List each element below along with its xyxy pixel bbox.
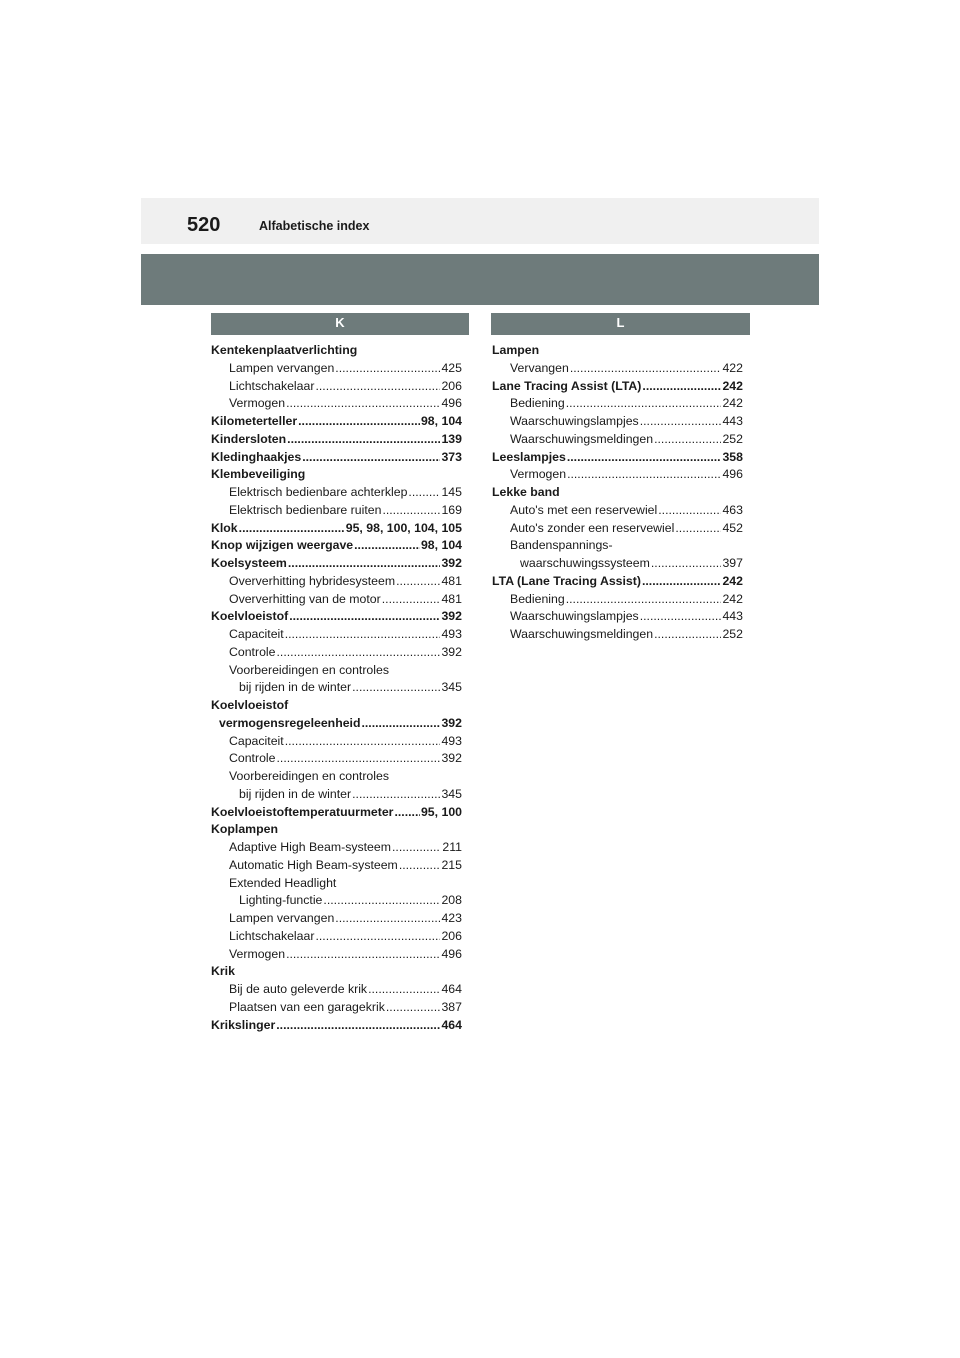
- dot-leader: [276, 750, 440, 768]
- dot-leader: [315, 378, 440, 396]
- index-entry: [211, 857, 462, 875]
- index-term: bij rijden in de winter: [239, 680, 352, 695]
- page-reference[interactable]: 242: [722, 573, 743, 588]
- dot-leader: [289, 608, 440, 626]
- dot-leader: [394, 804, 420, 822]
- index-entry: [211, 342, 462, 360]
- index-entry: [492, 591, 743, 609]
- index-term: Kilometerteller: [211, 414, 298, 428]
- page-reference[interactable]: 481: [441, 573, 462, 588]
- page-reference[interactable]: 139: [441, 431, 462, 446]
- index-entry: [492, 342, 743, 360]
- index-entry: [492, 520, 743, 538]
- page-reference[interactable]: 452: [722, 520, 743, 535]
- page-reference[interactable]: 392: [441, 751, 462, 766]
- index-entry: [211, 431, 462, 449]
- index-term: Lampen: [492, 343, 540, 357]
- index-term: Controle: [229, 644, 276, 659]
- index-term: Klembeveiliging: [211, 467, 306, 482]
- index-entry: [211, 413, 462, 431]
- page-reference[interactable]: 242: [722, 396, 743, 411]
- index-term: Voorbereidingen en controles: [229, 769, 389, 783]
- index-entry: [211, 928, 462, 946]
- dot-leader: [640, 608, 722, 626]
- index-term: waarschuwingssysteem: [520, 556, 650, 570]
- dot-leader: [566, 395, 722, 413]
- dot-leader: [302, 449, 440, 467]
- index-term: Leeslampjes: [492, 449, 566, 464]
- index-entry: [211, 360, 462, 378]
- page-reference[interactable]: 493: [441, 627, 462, 641]
- index-entry: [492, 431, 743, 449]
- index-term: Extended Headlight: [229, 875, 337, 890]
- page-reference[interactable]: 496: [722, 467, 743, 482]
- page-reference[interactable]: 464: [441, 1017, 462, 1032]
- page-reference[interactable]: 443: [722, 414, 743, 428]
- dot-leader: [399, 857, 441, 875]
- index-entry: [211, 520, 462, 538]
- index-term: Oververhitting hybridesysteem: [229, 573, 396, 588]
- index-entry: [211, 875, 462, 893]
- page-reference[interactable]: 423: [441, 911, 462, 925]
- index-term: Knop wijzigen weergave: [211, 538, 354, 553]
- page-reference[interactable]: 208: [441, 893, 462, 908]
- page-reference[interactable]: 95, 98, 100, 104, 105: [345, 520, 462, 535]
- dot-leader: [396, 573, 440, 591]
- page-reference[interactable]: 206: [441, 928, 462, 943]
- dot-leader: [335, 910, 440, 928]
- dot-leader: [654, 431, 721, 449]
- index-term: Adaptive High Beam-systeem: [229, 840, 391, 854]
- index-entry: [492, 608, 743, 626]
- page-reference[interactable]: 425: [441, 360, 462, 375]
- dot-leader: [361, 715, 440, 733]
- index-term: Capaciteit: [229, 627, 284, 641]
- index-term: Automatic High Beam-systeem: [229, 857, 398, 872]
- page-reference[interactable]: 242: [722, 378, 743, 393]
- page-reference[interactable]: 496: [441, 946, 462, 961]
- index-entry: [211, 608, 462, 626]
- dot-leader: [354, 537, 420, 555]
- dot-leader: [276, 644, 440, 662]
- index-entry: [211, 715, 462, 733]
- index-entry: [211, 1017, 462, 1035]
- dot-leader: [642, 573, 722, 591]
- section-banner: [141, 254, 819, 305]
- index-term: Auto's met een reservewiel: [510, 502, 658, 517]
- page-reference[interactable]: 392: [441, 644, 462, 659]
- index-entry: [492, 360, 743, 378]
- index-entry: [211, 679, 462, 697]
- index-entry: [492, 573, 743, 591]
- index-entry: [211, 786, 462, 804]
- index-term: Lichtschakelaar: [229, 928, 315, 943]
- dot-leader: [285, 733, 441, 751]
- index-term: Controle: [229, 751, 276, 766]
- index-entry: [211, 733, 462, 751]
- page-reference[interactable]: 397: [722, 556, 743, 570]
- index-entry: [492, 484, 743, 502]
- index-term: Koelsysteem: [211, 556, 287, 570]
- page-reference[interactable]: 392: [441, 609, 462, 624]
- page-reference[interactable]: 481: [441, 591, 462, 606]
- page-reference[interactable]: 215: [441, 857, 462, 872]
- index-entry: [211, 910, 462, 928]
- index-term: Vermogen: [510, 467, 567, 482]
- dot-leader: [642, 378, 721, 396]
- index-term: Klok: [211, 520, 238, 535]
- index-entry: [211, 537, 462, 555]
- index-term: bij rijden in de winter: [239, 786, 352, 801]
- page-reference[interactable]: 345: [441, 680, 462, 695]
- dot-leader: [315, 928, 440, 946]
- index-term: Koelvloeistof: [211, 609, 289, 624]
- index-entry: [211, 946, 462, 964]
- dot-leader: [566, 591, 722, 609]
- letter-header-k: K: [211, 313, 469, 335]
- index-column-k: [211, 342, 462, 1034]
- index-term: Kledinghaakjes: [211, 449, 302, 464]
- index-entry: [492, 449, 743, 467]
- index-term: Auto's zonder een reservewiel: [510, 520, 675, 535]
- dot-leader: [288, 555, 441, 573]
- index-term: LTA (Lane Tracing Assist): [492, 573, 641, 588]
- index-entry: [211, 466, 462, 484]
- dot-leader: [352, 679, 440, 697]
- index-term: Bediening: [510, 396, 565, 411]
- page-reference[interactable]: 358: [722, 449, 743, 464]
- dot-leader: [298, 413, 420, 431]
- section-title: Alfabetische index: [259, 219, 370, 233]
- index-entry: [211, 662, 462, 680]
- index-term: Oververhitting van de motor: [229, 591, 381, 606]
- index-term: Waarschuwingsmeldingen: [510, 431, 654, 446]
- index-entry: [211, 591, 462, 609]
- index-term: Bij de auto geleverde krik: [229, 982, 368, 996]
- dot-leader: [640, 413, 722, 431]
- index-term: Kindersloten: [211, 431, 287, 446]
- dot-leader: [567, 449, 722, 467]
- page-reference[interactable]: 252: [722, 431, 743, 446]
- index-term: Krikslinger: [211, 1017, 276, 1032]
- index-entry: [211, 502, 462, 520]
- page-reference[interactable]: 211: [442, 840, 462, 854]
- index-entry: [211, 395, 462, 413]
- page-reference[interactable]: 392: [441, 715, 462, 730]
- dot-leader: [392, 839, 441, 857]
- index-entry: [211, 484, 462, 502]
- dot-leader: [675, 520, 721, 538]
- index-term: Lichtschakelaar: [229, 378, 315, 393]
- index-term: Waarschuwingslampjes: [510, 414, 639, 428]
- index-term: Vervangen: [510, 360, 569, 375]
- index-term: Bandenspannings-: [510, 538, 613, 553]
- index-entry: [211, 892, 462, 910]
- dot-leader: [286, 946, 440, 964]
- index-entry: [211, 821, 462, 839]
- index-term: Koelvloeistof: [211, 698, 289, 712]
- index-entry: [211, 839, 462, 857]
- dot-leader: [276, 1017, 440, 1035]
- index-term: Waarschuwingslampjes: [510, 609, 639, 624]
- index-term: Lighting-functie: [239, 893, 323, 908]
- index-entry: [211, 981, 462, 999]
- index-entry: [211, 644, 462, 662]
- index-entry: [492, 537, 743, 555]
- index-term: Lampen vervangen: [229, 911, 335, 925]
- page-reference[interactable]: 242: [722, 591, 743, 606]
- page-reference[interactable]: 252: [722, 627, 743, 641]
- dot-leader: [352, 786, 440, 804]
- dot-leader: [382, 591, 441, 609]
- dot-leader: [408, 484, 440, 502]
- page-number: 520: [187, 214, 221, 236]
- dot-leader: [382, 502, 440, 520]
- letter-header-l: L: [491, 313, 750, 335]
- dot-leader: [651, 555, 722, 573]
- index-term: Krik: [211, 964, 235, 979]
- index-term: Capaciteit: [229, 733, 284, 748]
- dot-leader: [654, 626, 721, 644]
- index-entry: [492, 378, 743, 396]
- index-entry: [211, 378, 462, 396]
- index-entry: [492, 502, 743, 520]
- page-reference[interactable]: 387: [441, 999, 462, 1014]
- page-reference[interactable]: 169: [441, 502, 462, 517]
- index-entry: [492, 555, 743, 573]
- dot-leader: [287, 431, 440, 449]
- dot-leader: [570, 360, 722, 378]
- index-term: Lekke band: [492, 485, 560, 499]
- dot-leader: [386, 999, 441, 1017]
- index-entry: [492, 626, 743, 644]
- index-entry: [211, 626, 462, 644]
- index-term: Waarschuwingsmeldingen: [510, 627, 654, 641]
- index-term: Kentekenplaatverlichting: [211, 343, 358, 357]
- index-term: Voorbereidingen en controles: [229, 662, 389, 677]
- page-reference[interactable]: 206: [441, 378, 462, 393]
- page-reference[interactable]: 345: [441, 786, 462, 801]
- dot-leader: [323, 892, 440, 910]
- dot-leader: [239, 520, 345, 538]
- index-entry: [492, 395, 743, 413]
- dot-leader: [286, 395, 440, 413]
- dot-leader: [567, 466, 721, 484]
- index-term: Lampen vervangen: [229, 360, 335, 375]
- index-term: vermogensregeleenheid: [219, 715, 361, 730]
- index-entry: [211, 804, 462, 822]
- index-entry: [211, 555, 462, 573]
- page-reference[interactable]: 493: [441, 733, 462, 748]
- index-term: Koelvloeistoftemperatuurmeter: [211, 804, 394, 819]
- dot-leader: [335, 360, 440, 378]
- index-term: Vermogen: [229, 946, 286, 961]
- page-reference[interactable]: 98, 104: [420, 538, 462, 553]
- dot-leader: [658, 502, 721, 520]
- page-reference[interactable]: 443: [722, 609, 743, 624]
- index-entry: [211, 697, 462, 715]
- page-reference[interactable]: 463: [722, 502, 743, 517]
- page-reference[interactable]: 422: [722, 360, 743, 375]
- index-entry: [211, 449, 462, 467]
- page-reference[interactable]: 373: [441, 449, 462, 464]
- index-entry: [211, 750, 462, 768]
- dot-leader: [285, 626, 441, 644]
- index-term: Plaatsen van een garagekrik: [229, 999, 385, 1014]
- index-term: Vermogen: [229, 396, 286, 411]
- page-header-bar: [141, 198, 819, 244]
- index-entry: [211, 999, 462, 1017]
- page-reference[interactable]: 95, 100: [420, 804, 462, 819]
- index-term: Lane Tracing Assist (LTA): [492, 378, 642, 393]
- dot-leader: [368, 981, 440, 999]
- index-term: Elektrisch bedienbare achterklep: [229, 485, 408, 499]
- page-reference[interactable]: 98, 104: [420, 414, 462, 428]
- index-term: Bediening: [510, 591, 565, 606]
- page-reference[interactable]: 496: [441, 396, 462, 411]
- page-reference[interactable]: 145: [441, 485, 462, 499]
- index-term: Elektrisch bedienbare ruiten: [229, 502, 382, 517]
- page-reference[interactable]: 392: [441, 556, 462, 570]
- index-column-l: [492, 342, 743, 644]
- index-entry: [492, 466, 743, 484]
- page-reference[interactable]: 464: [441, 982, 462, 996]
- index-entry: [211, 768, 462, 786]
- index-entry: [211, 573, 462, 591]
- index-entry: [492, 413, 743, 431]
- index-entry: [211, 963, 462, 981]
- index-term: Koplampen: [211, 822, 278, 837]
